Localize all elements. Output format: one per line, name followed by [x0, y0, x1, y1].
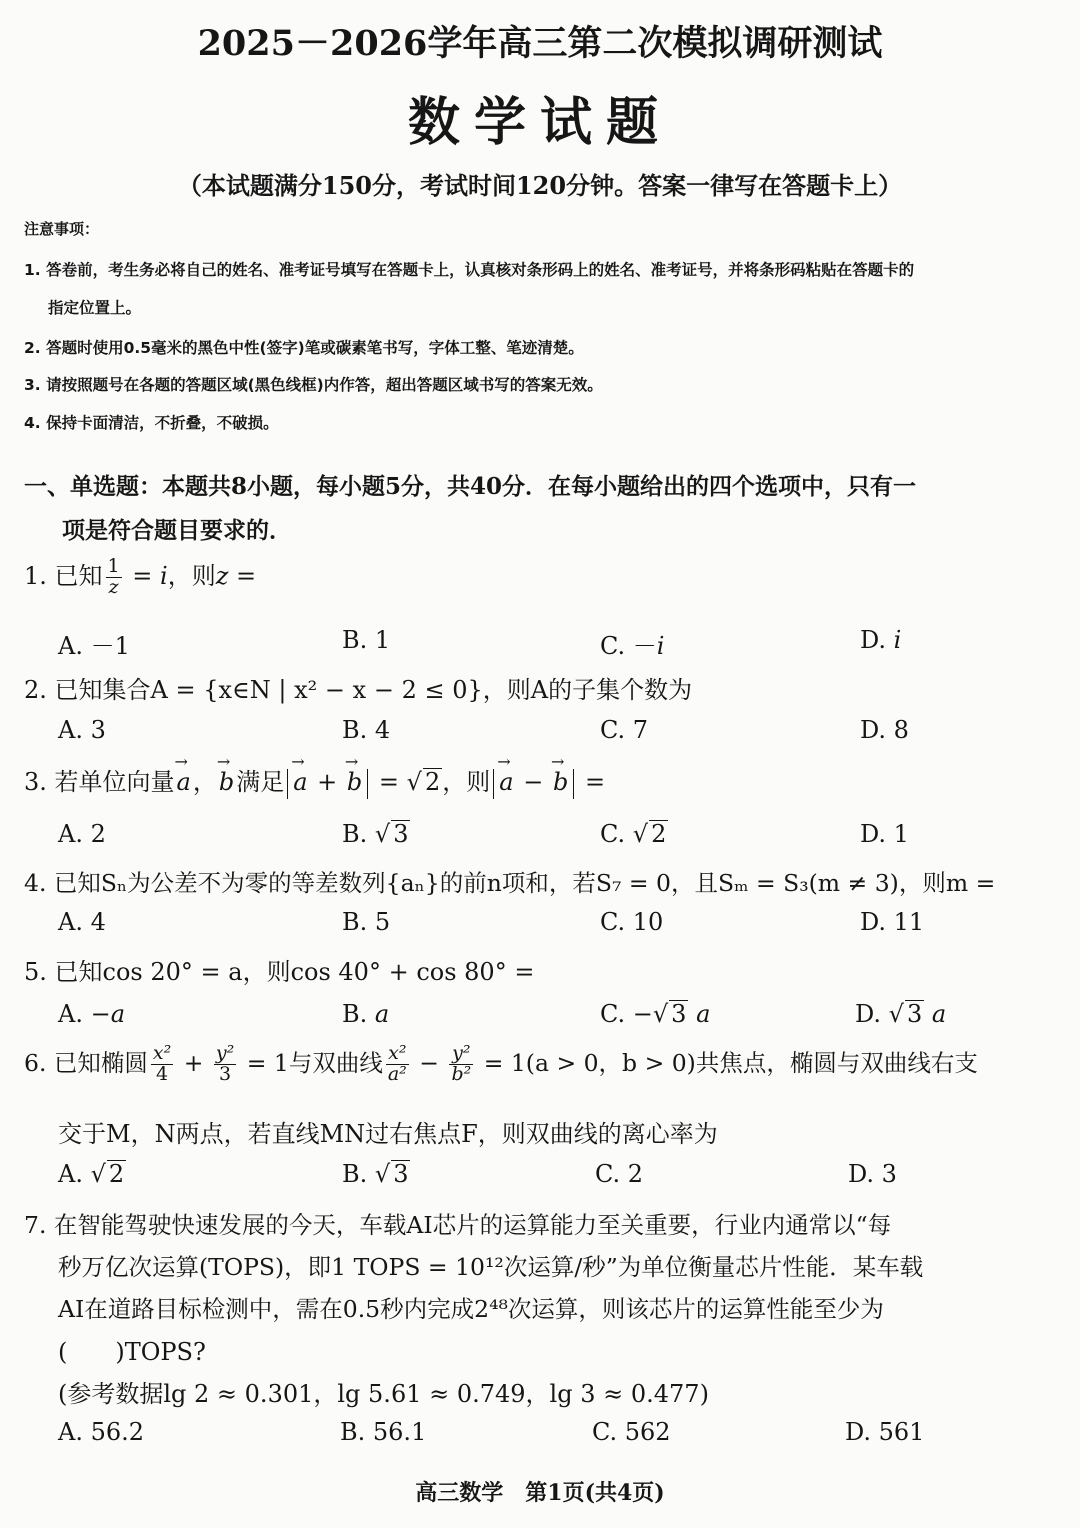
note-item-1-cont: 指定位置上。: [48, 299, 142, 317]
subject-title: 数学试题: [407, 92, 672, 153]
question-7-line-2: 秒万亿次运算(TOPS)，即1 TOPS = 10¹²次运算/秒”为单位衡量芯片性能．某车载: [58, 1253, 924, 1281]
q3-then: ，则: [442, 768, 491, 796]
question-3: 3. 若单位向量→ a，→ b满足→ a + → b = √ 2，则→ a − → b =: [24, 762, 605, 799]
q3-end: =: [577, 768, 606, 796]
q6-h-den2: b²: [451, 1063, 472, 1085]
q6-mid2: = 1(a > 0，b > 0)共焦点，椭圆与双曲线右支: [476, 1049, 978, 1077]
q4-option-d: D. 11: [860, 908, 925, 936]
question-2: 2. 已知集合A = {x∈N | x² − x − 2 ≤ 0}，则A的子集个数为: [24, 676, 693, 704]
q1-option-c-var: i: [656, 632, 665, 660]
q6-minus: −: [411, 1049, 447, 1077]
abs-bar-left-2: [493, 769, 494, 799]
section-heading-cont: 项是符合题目要求的．: [62, 517, 292, 544]
q6-e-num2: y²: [215, 1042, 235, 1065]
q3-option-c: C. √ 2: [600, 820, 667, 848]
q6-h-num1: x²: [386, 1044, 409, 1065]
q5-option-d-label: D.: [855, 1000, 889, 1028]
question-7-reference: (参考数据lg 2 ≈ 0.301，lg 5.61 ≈ 0.749，lg 3 ≈ 0.477): [58, 1380, 709, 1408]
q6-h-den1: a²: [387, 1063, 407, 1085]
q5-option-c-sqrt: 3: [671, 1000, 687, 1028]
q6-option-d: D. 3: [848, 1160, 897, 1188]
question-7: 7. 在智能驾驶快速发展的今天，车载AI芯片的运算能力至关重要，行业内通常以“每: [24, 1211, 892, 1239]
q2-option-d: D. 8: [860, 716, 909, 744]
q3-minus: −: [515, 768, 551, 796]
q6-option-b-label: B.: [342, 1160, 375, 1188]
q5-option-a-label: A. −: [58, 1000, 111, 1028]
q6-option-b: B. √ 3: [342, 1160, 409, 1188]
q3-vec-a: → a: [175, 768, 193, 796]
q3-option-b-sqrt: 3: [393, 820, 409, 848]
q3-comma: ，: [192, 768, 217, 796]
q3-vec-b: → b: [217, 768, 236, 796]
q5-option-b-label: B.: [342, 1000, 375, 1028]
q3-vec-b-3: → b: [551, 768, 570, 796]
q6-option-a: A. √ 2: [58, 1160, 125, 1188]
q6-option-b-sqrt: 3: [393, 1160, 409, 1188]
q5-option-a: [58, 1000, 125, 1028]
q1-option-c-label: C. －: [600, 632, 657, 660]
q7-option-a: A. 56.2: [58, 1418, 145, 1446]
q6-plus: +: [176, 1049, 211, 1077]
q1-option-c: [600, 626, 664, 661]
q1-option-d-label: D.: [860, 626, 894, 654]
q6-num: 6.: [24, 1049, 47, 1077]
q3-plus: +: [309, 768, 345, 796]
note-item-3: 3. 请按照题号在各题的答题区域(黑色线框)内作答，超出答题区域书写的答案无效。: [24, 376, 603, 394]
q4-option-c: C. 10: [600, 908, 664, 936]
question-1: [24, 556, 256, 598]
section-heading: 一、单选题：本题共8小题，每小题5分，共40分．在每小题给出的四个选项中，只有一: [24, 473, 917, 500]
question-7-line-3: AI在道路目标检测中，需在0.5秒内完成2⁴⁸次运算，则该芯片的运算性能至少为: [58, 1295, 884, 1323]
q3-num: 3.: [24, 768, 47, 796]
q1-eq: =: [124, 562, 161, 590]
q3-sqrt: 2: [424, 768, 441, 796]
q6-e-den2: 3: [219, 1063, 232, 1085]
q6-h-num2: y²: [449, 1044, 473, 1065]
q2-option-c: C. 7: [600, 716, 649, 744]
q6-hyper-frac-1: [386, 1044, 409, 1085]
q6-e-den1: 4: [156, 1063, 169, 1085]
q1-var-i: i: [160, 562, 168, 590]
q5-option-a-var: a: [110, 1000, 126, 1028]
page-footer: 高三数学 第1页(共4页): [415, 1480, 665, 1506]
question-5: 5. 已知cos 20° = a，则cos 40° + cos 80° =: [24, 958, 535, 986]
q6-e-num1: x²: [152, 1042, 172, 1065]
abs-bar-right-2: [573, 769, 574, 799]
q5-option-c-label: C. −: [600, 1000, 653, 1028]
q1-option-d-var: i: [893, 626, 902, 654]
q1-frac-num: 1: [107, 555, 120, 578]
q6-ellipse-frac-1: [151, 1044, 173, 1085]
q6-option-a-label: A.: [58, 1160, 91, 1188]
q4-option-b: B. 5: [342, 908, 391, 936]
q5-option-c: C. −√ 3 a: [600, 1000, 711, 1028]
q6-option-c: C. 2: [595, 1160, 644, 1188]
q5-option-b-var: a: [374, 1000, 390, 1028]
question-6-cont: 交于M，N两点，若直线MN过右焦点F，则双曲线的离心率为: [58, 1120, 718, 1148]
q1-var-z: z: [215, 562, 229, 590]
q3-mid: 满足: [236, 768, 285, 796]
q6-mid1: = 1与双曲线: [239, 1049, 383, 1077]
q1-fraction: [106, 557, 122, 598]
q1-option-a: A. －1: [58, 632, 130, 660]
q6-pre: 已知椭圆: [53, 1049, 148, 1077]
q1-pre: 已知: [54, 562, 103, 590]
q1-then: ，则: [167, 562, 216, 590]
q3-option-c-label: C.: [600, 820, 633, 848]
note-item-1: 1. 答卷前，考生务必将自己的姓名、准考证号填写在答题卡上，认真核对条形码上的姓名、准考证号，并将条形码粘贴在答题卡的: [24, 261, 915, 279]
q6-option-a-sqrt: 2: [108, 1160, 125, 1188]
q3-option-b-label: B.: [342, 820, 375, 848]
note-item-4: 4. 保持卡面清洁，不折叠，不破损。: [24, 414, 279, 432]
q6-hyper-frac-2: [449, 1044, 473, 1085]
q3-vec-a-2: → a: [291, 768, 309, 796]
q7-option-d: D. 561: [845, 1418, 925, 1446]
question-4: 4. 已知Sₙ为公差不为零的等差数列{aₙ}的前n项和，若S₇ = 0，且Sₘ = S₃(m ≠ 3)，则m =: [24, 869, 996, 897]
question-7-line-4: ( )TOPS?: [58, 1338, 206, 1366]
q4-option-a: A. 4: [58, 908, 106, 936]
q5-option-c-var: a: [696, 1000, 711, 1028]
q1-option-d: [860, 626, 901, 654]
q3-option-c-sqrt: 2: [651, 820, 667, 848]
q3-vec-a-3: → a: [497, 768, 515, 796]
exam-title: 2025－2026学年高三第二次模拟调研测试: [197, 23, 883, 64]
q3-option-d: D. 1: [860, 820, 909, 848]
q3-eq: =: [371, 768, 407, 796]
q3-option-b: B. √ 3: [342, 820, 409, 848]
q5-option-d: D. √ 3 a: [855, 1000, 947, 1028]
question-6: [24, 1044, 978, 1085]
note-item-2: 2. 答题时使用0.5毫米的黑色中性(签字)笔或碳素笔书写，字体工整、笔迹清楚。: [24, 339, 584, 357]
q5-option-d-sqrt: 3: [906, 1000, 923, 1028]
q3-vec-b-2: → b: [345, 768, 364, 796]
q1-end: =: [228, 562, 257, 590]
notes-heading: 注意事项：: [24, 220, 100, 238]
q2-option-a: A. 3: [58, 716, 106, 744]
q1-frac-den: z: [108, 576, 119, 598]
q3-option-a: A. 2: [58, 820, 106, 848]
q7-option-b: B. 56.1: [340, 1418, 427, 1446]
q5-option-b: [342, 1000, 389, 1028]
q1-option-b: B. 1: [342, 626, 391, 654]
abs-bar-right: [367, 769, 368, 799]
q5-option-d-var: a: [931, 1000, 947, 1028]
q6-ellipse-frac-2: [214, 1044, 236, 1085]
q3-pre: 若单位向量: [54, 768, 175, 796]
q7-option-c: C. 562: [592, 1418, 671, 1446]
q1-num: 1.: [24, 562, 47, 590]
abs-bar-left: [287, 769, 288, 799]
q2-option-b: B. 4: [342, 716, 391, 744]
exam-subtitle: （本试题满分150分，考试时间120分钟。答案一律写在答题卡上）: [177, 171, 903, 200]
